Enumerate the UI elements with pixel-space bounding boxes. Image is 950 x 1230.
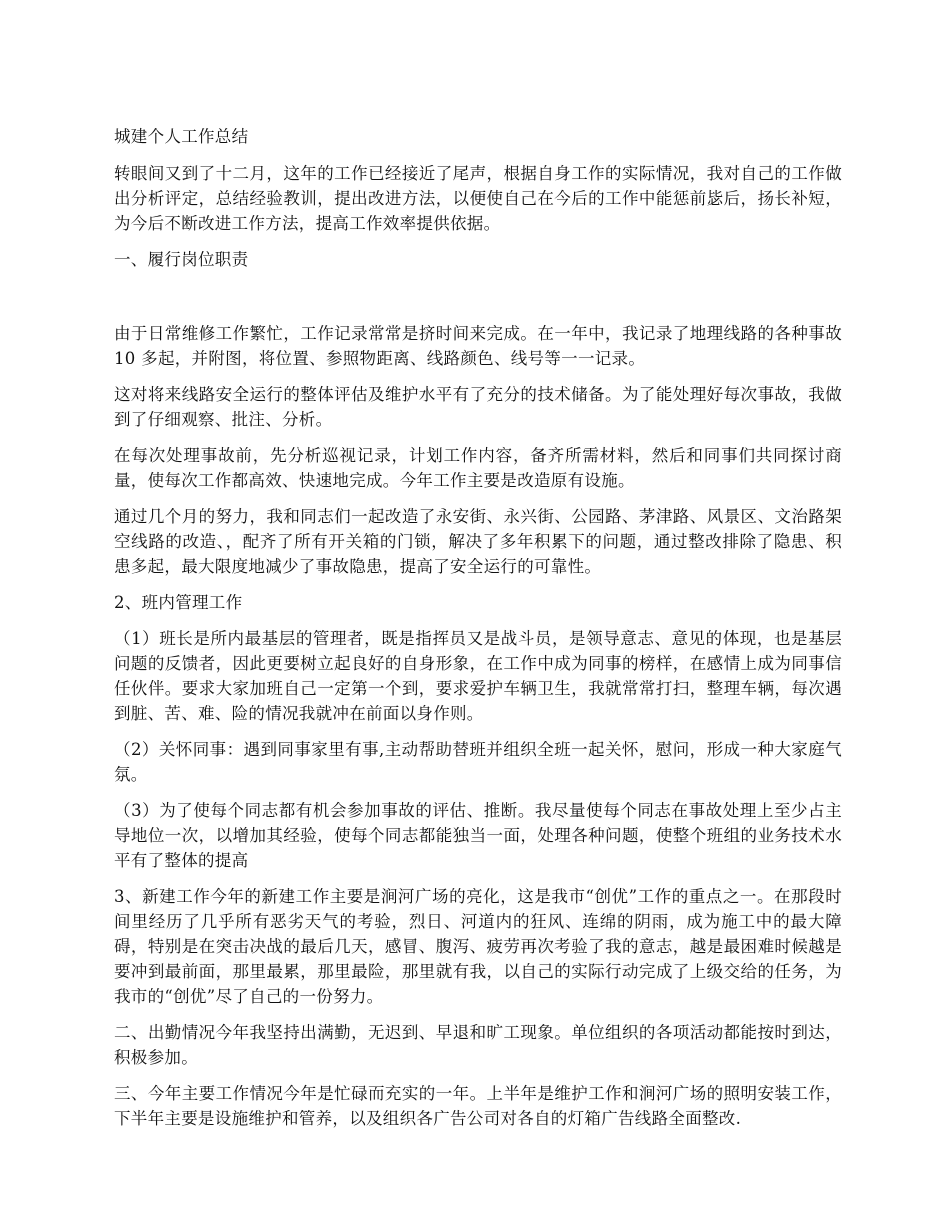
paragraph-training: （3）为了使每个同志都有机会参加事故的评估、推断。我尽量使每个同志在事故处理上至少占主导地位一次，以增加其经验，使每个同志都能独当一面，处理各种问题，使整个班组的业务技术水平有了整体的提高	[114, 801, 842, 870]
paragraph-intro: 转眼间又到了十二月，这年的工作已经接近了尾声，根据自身工作的实际情况，我对自己的工作做出分析评定，总结经验教训，提出改进方法，以便使自己在今后的工作中能惩前毖后，扬长补短，为今后不断改进工作方法，提高工作效率提供依据。	[114, 164, 842, 233]
blank-space	[114, 283, 842, 321]
paragraph-care-colleagues: （2）关怀同事：遇到同事家里有事,主动帮助替班并组织全班一起关怀，慰问，形成一种大家庭气氛。	[114, 740, 842, 784]
section-heading-duties: 一、履行岗位职责	[114, 250, 249, 269]
paragraph-new-construction: 3、新建工作今年的新建工作主要是涧河广场的亮化，这是我市“创优”工作的重点之一。在那段时间里经历了几乎所有恶劣天气的考验，烈日、河道内的狂风、连绵的阴雨，成为施工中的最大障碍，特别是在突击决战的最后几天，感冒、腹泻、疲劳再次考验了我的意志，越是最困难时候越是要冲到最前面，那里最累，那里最险，那里就有我，以自己的实际行动完成了上级交给的任务，为我市的“创优”尽了自己的一份努力。	[114, 887, 842, 1006]
document-body	[114, 124, 842, 1142]
paragraph-renovation: 通过几个月的努力，我和同志们一起改造了永安街、永兴街、公园路、茅津路、风景区、文治路架空线路的改造、，配齐了所有开关箱的门锁，解决了多年积累下的问题，通过整改排除了隐患、积患多起，最大限度地减少了事故隐患，提高了安全运行的可靠性。	[114, 507, 842, 576]
paragraph-team-leader: （1）班长是所内最基层的管理者，既是指挥员又是战斗员，是领导意志、意见的体现，也是基层问题的反馈者，因此更要树立起良好的自身形象，在工作中成为同事的榜样，在感情上成为同事信任伙伴。要求大家加班自己一定第一个到，要求爱护车辆卫生，我就常常打扫，整理车辆，每次遇到脏、苦、难、险的情况我就冲在前面以身作则。	[114, 629, 842, 723]
paragraph-accident-handling: 在每次处理事故前，先分析巡视记录，计划工作内容，备齐所需材料，然后和同事们共同探讨商量，使每次工作都高效、快速地完成。今年工作主要是改造原有设施。	[114, 446, 842, 490]
document-title: 城建个人工作总结	[114, 127, 249, 146]
paragraph-technical-reserve: 这对将来线路安全运行的整体评估及维护水平有了充分的技术储备。为了能处理好每次事故，我做到了仔细观察、批注、分析。	[114, 385, 842, 429]
paragraph-main-work: 三、今年主要工作情况今年是忙碌而充实的一年。上半年是维护工作和涧河广场的照明安装工作，下半年主要是设施维护和管养，以及组织各广告公司对各自的灯箱广告线路全面整改.	[114, 1084, 842, 1128]
paragraph-attendance: 二、出勤情况今年我坚持出满勤，无迟到、早退和旷工现象。单位组织的各项活动都能按时到达，积极参加。	[114, 1023, 842, 1067]
section-heading-team-management: 2、班内管理工作	[114, 593, 243, 612]
paragraph-records: 由于日常维修工作繁忙，工作记录常常是挤时间来完成。在一年中，我记录了地理线路的各种事故 10 多起，并附图，将位置、参照物距离、线路颜色、线号等一一记录。	[114, 324, 842, 368]
